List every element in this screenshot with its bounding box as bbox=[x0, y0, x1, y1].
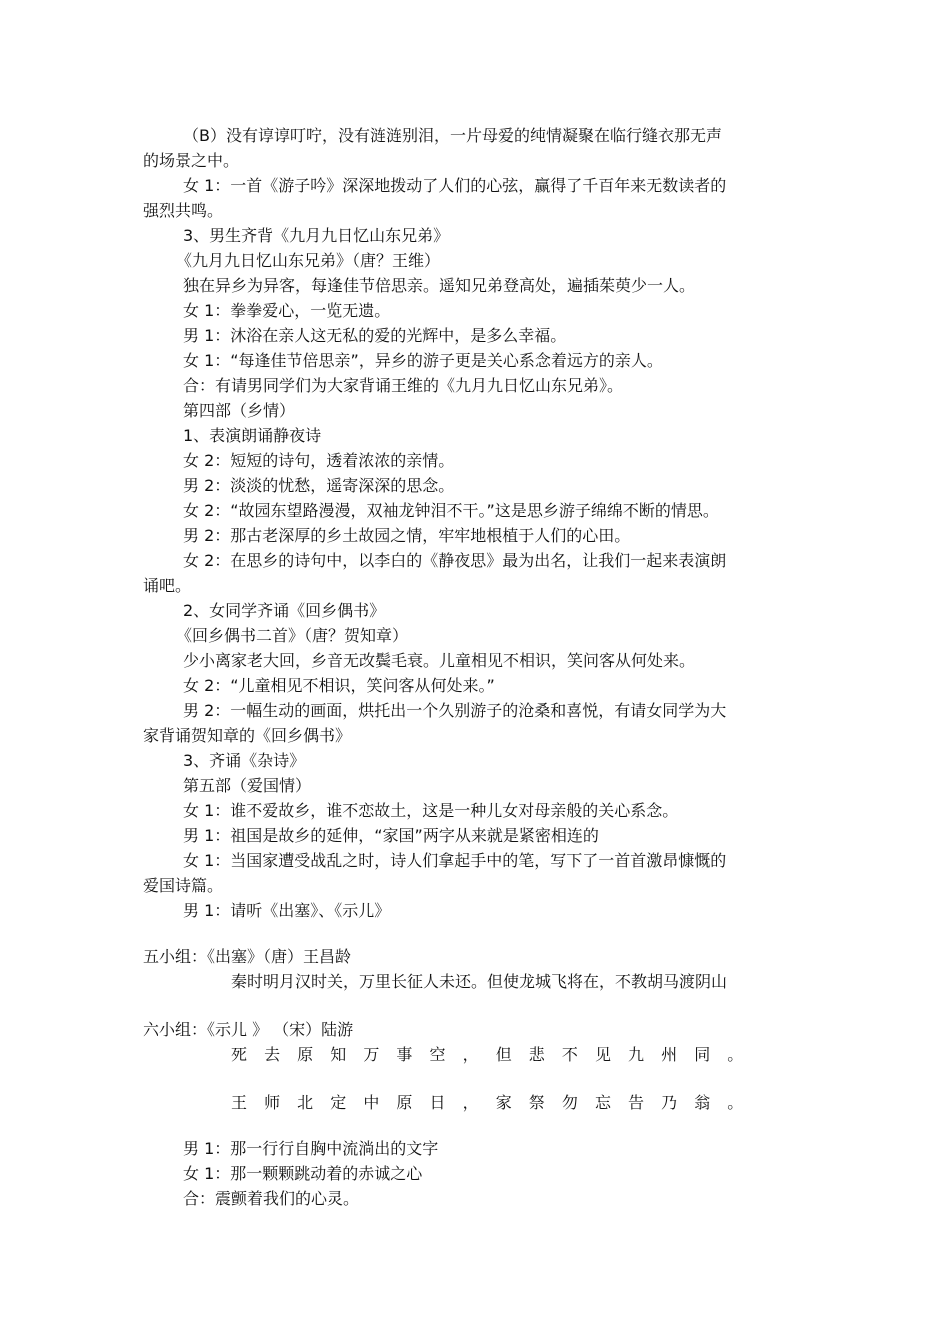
dialogue-line: 女 2：在思乡的诗句中，以李白的《静夜思》最为出名，让我们一起来表演朗 bbox=[183, 551, 727, 570]
part-heading: 第五部（爱国情） bbox=[183, 776, 312, 795]
poem-text: 秦时明月汉时关，万里长征人未还。但使龙城飞将在，不教胡马渡阴山 bbox=[231, 972, 728, 991]
dialogue-line: 男 2：一幅生动的画面，烘托出一个久别游子的沧桑和喜悦，有请女同学为大 bbox=[183, 701, 727, 720]
dialogue-line: 合：震颤着我们的心灵。 bbox=[183, 1189, 360, 1208]
dialogue-line: 男 1：沐浴在亲人这无私的爱的光辉中，是多么幸福。 bbox=[183, 326, 567, 345]
paragraph-line: 强烈共鸣。 bbox=[143, 201, 224, 220]
dialogue-line: 合：有请男同学们为大家背诵王维的《九月九日忆山东兄弟》。 bbox=[183, 376, 624, 395]
dialogue-line: 女 1：当国家遭受战乱之时，诗人们拿起手中的笔，写下了一首首激昂慷慨的 bbox=[183, 851, 727, 870]
dialogue-line: 女 2：“故园东望路漫漫，双袖龙钟泪不干。”这是思乡游子绵绵不断的情思。 bbox=[183, 501, 719, 520]
dialogue-line: 女 2：短短的诗句，透着浓浓的亲情。 bbox=[183, 451, 455, 470]
paragraph-line: 诵吧。 bbox=[143, 576, 192, 595]
part-heading: 第四部（乡情） bbox=[183, 401, 296, 420]
section-item-heading: 2、女同学齐诵《回乡偶书》 bbox=[183, 601, 386, 620]
poem-title: 《九月九日忆山东兄弟》（唐？王维） bbox=[176, 251, 441, 270]
group-heading: 五小组：《出塞》（唐）王昌龄 bbox=[143, 947, 352, 966]
poem-title: 《回乡偶书二首》（唐？贺知章） bbox=[176, 626, 409, 645]
poem-text: 王 师 北 定 中 原 日 ， 家 祭 勿 忘 告 乃 翁 。 bbox=[231, 1093, 750, 1112]
dialogue-line: 女 2：“儿童相见不相识，笑问客从何处来。” bbox=[183, 676, 495, 695]
paragraph-line: 女 1：一首《游子吟》深深地拨动了人们的心弦，赢得了千百年来无数读者的 bbox=[183, 176, 727, 195]
poem-text: 独在异乡为异客，每逢佳节倍思亲。遥知兄弟登高处，遍插茱萸少一人。 bbox=[183, 276, 696, 295]
poem-text: 少小离家老大回，乡音无改鬓毛衰。儿童相见不相识，笑问客从何处来。 bbox=[183, 651, 696, 670]
dialogue-line: 男 1：请听《出塞》、《示儿》 bbox=[183, 901, 391, 920]
dialogue-line: 男 1：祖国是故乡的延伸，“家国”两字从来就是紧密相连的 bbox=[183, 826, 599, 845]
paragraph-line: 家背诵贺知章的《回乡偶书》 bbox=[143, 726, 352, 745]
paragraph-line: 的场景之中。 bbox=[143, 151, 240, 170]
dialogue-line: 男 1：那一行行自胸中流淌出的文字 bbox=[183, 1139, 439, 1158]
dialogue-line: 女 1：拳拳爱心，一览无遗。 bbox=[183, 301, 391, 320]
section-item-heading: 3、男生齐背《九月九日忆山东兄弟》 bbox=[183, 226, 450, 245]
paragraph-line: （B）没有谆谆叮咛，没有涟涟别泪，一片母爱的纯情凝聚在临行缝衣那无声 bbox=[183, 126, 722, 145]
dialogue-line: 男 2：淡淡的忧愁，遥寄深深的思念。 bbox=[183, 476, 455, 495]
dialogue-line: 女 1：谁不爱故乡，谁不恋故土，这是一种儿女对母亲般的关心系念。 bbox=[183, 801, 679, 820]
dialogue-line: 女 1：那一颗颗跳动着的赤诚之心 bbox=[183, 1164, 423, 1183]
paragraph-line: 爱国诗篇。 bbox=[143, 876, 224, 895]
dialogue-line: 男 2：那古老深厚的乡土故园之情，牢牢地根植于人们的心田。 bbox=[183, 526, 631, 545]
group-heading: 六小组：《示儿 》 （宋）陆游 bbox=[143, 1020, 354, 1039]
section-item-heading: 1、表演朗诵静夜诗 bbox=[183, 426, 322, 445]
poem-text: 死 去 原 知 万 事 空 ， 但 悲 不 见 九 州 同 。 bbox=[231, 1045, 750, 1064]
section-item-heading: 3、齐诵《杂诗》 bbox=[183, 751, 306, 770]
dialogue-line: 女 1：“每逢佳节倍思亲”，异乡的游子更是关心系念着远方的亲人。 bbox=[183, 351, 663, 370]
